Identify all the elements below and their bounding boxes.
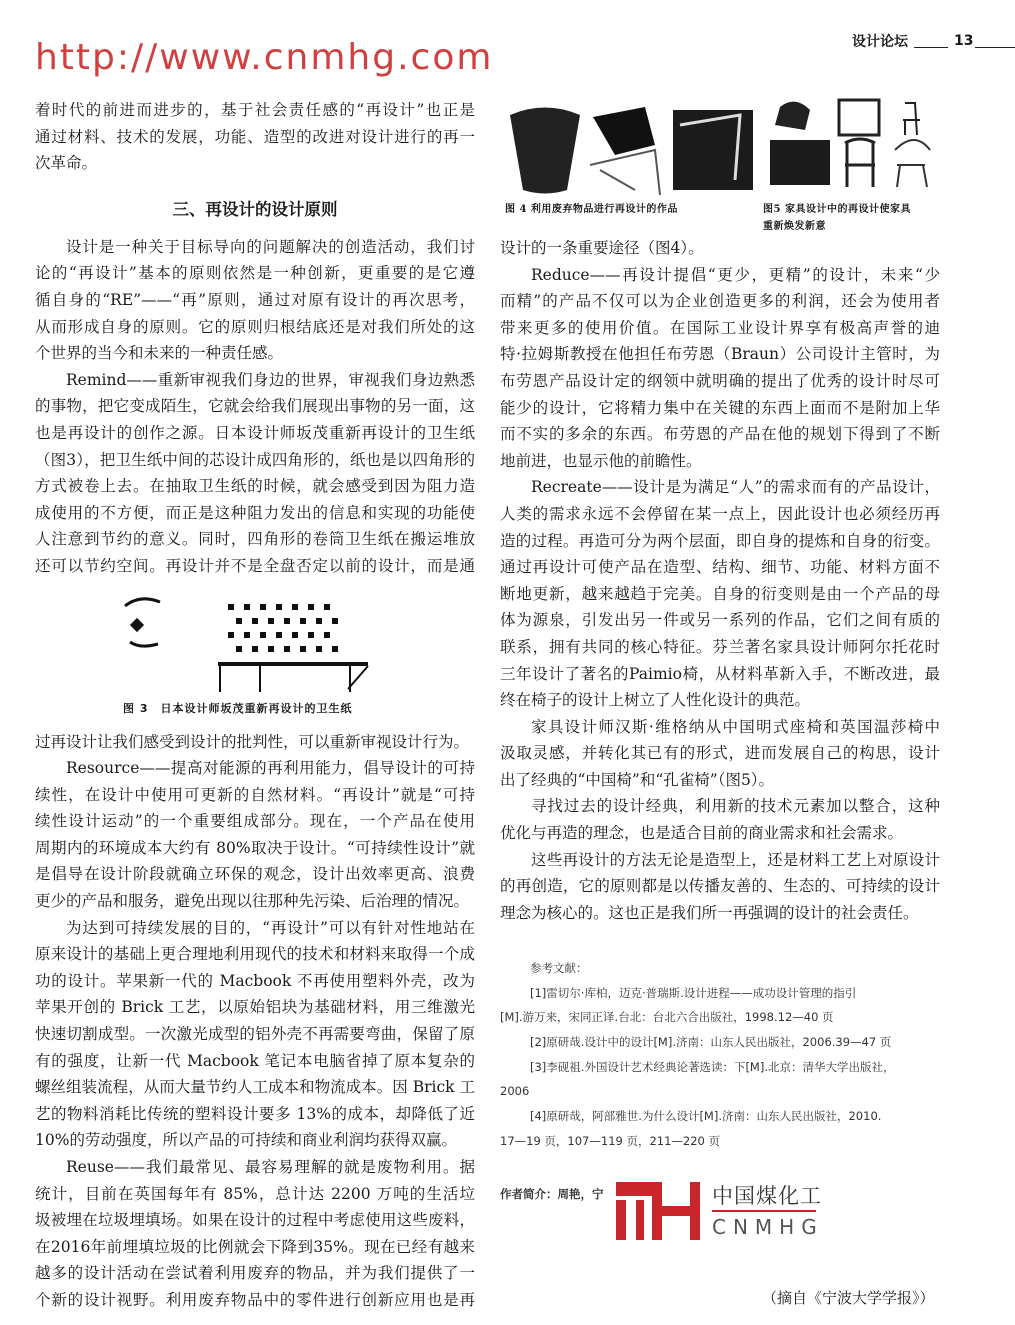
text-line: 的再创造，它的原则都是以传播友善的、生态的、可持续的设计 [500, 877, 940, 896]
text-line: 特·拉姆斯教授在他担任布劳恩（Braun）公司设计主管时，为 [500, 345, 940, 364]
text-line: 10%的劳动强度，所以产品的可持续和商业利润均获得双赢。 [35, 1131, 457, 1150]
text-line: 而不实的多余的东西。布劳恩的产品在他的规划下得到了不断 [500, 425, 940, 444]
section-title: 设计论坛 [852, 34, 908, 50]
text-line: 而精”的产品不仅可以为企业创造更多的利润，还会为使用者 [500, 292, 940, 311]
text-line: 原来设计的基础上更合理地利用现代的技术和材料来取得一个成 [35, 945, 475, 964]
text-line: 快速切割成型。一次激光成型的铝外壳不再需要弯曲，保留了原 [35, 1025, 475, 1044]
figure-3-image [120, 594, 370, 694]
text-line: 为达到可持续发展的目的，“再设计”可以有针对性地站在 [66, 918, 475, 937]
text-line: 的事物，把它变成陌生，它就会给我们展现出事物的另一面，这 [35, 397, 475, 416]
text-line: 苹果开创的 Brick 工艺，以原始铝块为基础材料，用三维激光 [35, 998, 475, 1017]
text-line: 地前进，也显示他的前瞻性。 [500, 451, 702, 470]
text-line: 有的强度，让新一代 Macbook 笔记本电脑省掉了原本复杂的 [35, 1051, 475, 1070]
text-line: 带来更多的使用价值。在国际工业设计界享有极高声誉的迪 [500, 318, 940, 337]
text-line: 是倡导在设计阶段就确立环保的观念，设计出效率更高、浪费 [35, 865, 475, 884]
text-line: 更少的产品和服务，避免出现以往那种先污染、后治理的情况。 [35, 892, 470, 911]
text-line: 家具设计师汉斯·维格纳从中国明式座椅和英国温莎椅中 [531, 717, 940, 736]
right-column [500, 235, 940, 926]
text-line: 圾被埋在垃圾埋填场。如果在设计的过程中考虑使用这些废料， [35, 1211, 475, 1230]
author-intro: 作者简介：周艳，宁 [500, 1187, 604, 1201]
text-line: 寻找过去的设计经典，利用新的技术元素加以整合，这种 [531, 797, 940, 816]
source-citation: （摘自《宁波大学学报》） [762, 1289, 935, 1307]
text-line: 也是再设计的创作之源。日本设计师坂茂重新再设计的卫生纸 [35, 423, 475, 442]
text-line: 汲取灵感，并转化其已有的形式，进而发展自己的构思，设计 [500, 744, 940, 763]
text-line: 通过材料、技术的发展，功能、造型的改进对设计进行的再一 [35, 127, 475, 146]
text-line: 三年设计了著名的Paimio椅，从材料革新入手，不断改进，最 [500, 664, 940, 683]
reference-line: [M].游万来，宋同正译.台北：台北六合出版社，1998.12—40 页 [500, 1010, 834, 1025]
mh-logo-mark [614, 1180, 706, 1242]
text-line: 理念为核心的。这也正是我们所一再强调的设计的社会责任。 [500, 903, 919, 922]
text-line: （图3），把卫生纸中间的芯设计成四角形的，纸也是以四角形的 [35, 450, 475, 469]
text-line: 造的过程。再造可分为两个层面，即自身的提炼和自身的衍变。 [500, 531, 940, 550]
text-line: 设计的一条重要途径（图4）。 [500, 239, 704, 257]
text-line: 能少的设计，它将精力集中在关键的东西上面而不是附加上华 [500, 398, 940, 417]
text-line: 个世界的当今和未来的一种责任感。 [35, 344, 284, 363]
text-line: 在2016年前埋填垃圾的比例就会下降到35%。现在已经有越来 [35, 1237, 475, 1256]
text-line: Resource——提高对能源的再利用能力，倡导设计的可持 [66, 759, 475, 778]
figure-3 [35, 580, 475, 729]
reference-line: [2]原研哉.设计中的设计[M].济南：山东人民出版社，2006.39—47 页 [530, 1035, 892, 1050]
text-line: 人注意到节约的意义。同时，四角形的卷筒卫生纸在搬运堆放 [35, 530, 475, 549]
header-rule-right [975, 47, 1015, 48]
reference-line: [3]李砚祖.外国设计艺术经典论著选读：下[M].北京：清华大学出版社， [530, 1059, 895, 1074]
text-line: 螺丝组装流程，从而大量节约人工成本和物流成本。因 Brick 工 [35, 1078, 475, 1097]
references-title: 参考文献： [530, 961, 588, 975]
text-line: 越多的设计活动在尝试着利用废弃的物品，并为我们提供了一 [35, 1264, 475, 1283]
page-number: 13 [954, 33, 974, 49]
text-line: 着时代的前进而进步的，基于社会责任感的“再设计”也正是 [35, 101, 475, 119]
references [500, 956, 940, 1154]
text-line: 联系，拥有共同的核心特征。芬兰著名家具设计师阿尔托花时 [500, 637, 940, 656]
figure-3-caption: 图 3 日本设计师坂茂重新再设计的卫生纸 [123, 701, 353, 715]
text-line: 个新的设计视野。利用废弃物品中的零件进行创新应用也是再 [35, 1290, 475, 1309]
text-line: 续性，在设计中使用可更新的自然材料。“再设计”就是“可持 [35, 785, 475, 804]
header-rule [914, 47, 948, 48]
text-line: 还可以节约空间。再设计并不是全盘否定以前的设计，而是通 [35, 556, 475, 575]
text-line: 通过再设计可使产品在造型、结构、细节、功能、材料方面不 [500, 558, 940, 577]
text-line: 终在椅子的设计上树立了人性化设计的典范。 [500, 691, 811, 710]
text-line: 续性设计运动”的一个重要组成部分。现在，一个产品在使用 [35, 812, 475, 831]
text-line: 体为源泉，引发出另一件或另一系列的作品，它们之间有质的 [500, 611, 940, 630]
text-line: 人类的需求永远不会停留在某一点上，因此设计也必须经历再 [500, 504, 940, 523]
text-line: Remind——重新审视我们身边的世界，审视我们身边熟悉 [66, 370, 475, 389]
figure-4-caption: 图 4 利用废弃物品进行再设计的作品 [505, 204, 678, 215]
text-line: 出了经典的“中国椅”和“孔雀椅”（图5）。 [500, 770, 775, 789]
text-line: 成使用的不方便，而正是这种阻力发出的信息和实现的功能使 [35, 503, 475, 522]
logo-english-text: CNMHG [712, 1215, 824, 1239]
text-line: 论的“再设计”基本的原则依然是一种创新，更重要的是它遵 [35, 264, 475, 283]
text-line: 过再设计让我们感受到设计的批判性，可以重新审视设计行为。 [35, 732, 470, 751]
watermark: http://www.cnmhg.com [35, 37, 494, 78]
text-line: 周期内的环境成本大约有 80%取决于设计。“可持续性设计”就 [35, 838, 475, 857]
text-line: 统计，目前在英国每年有 85%，总计达 2200 万吨的生活垃 [35, 1184, 475, 1203]
text-line: 艺的物料消耗比传统的塑料设计要多 13%的成本，却降低了近 [35, 1104, 475, 1123]
figure-5-image [765, 95, 935, 195]
text-line: 设计是一种关于目标导向的问题解决的创造活动，我们讨 [66, 237, 475, 256]
reference-line: 2006 [500, 1084, 530, 1099]
left-column [35, 97, 475, 1314]
running-header [852, 30, 1015, 52]
figure-5-caption-line-2: 重新焕发新意 [763, 221, 826, 232]
figure-5-caption-line-1: 图5 家具设计中的再设计使家具 [763, 204, 911, 215]
logo-chinese-text: 中国煤化工 [712, 1184, 822, 1208]
text-line: 次革命。 [35, 154, 98, 173]
figures-4-5 [505, 95, 945, 232]
text-line: 断地更新，越来越趋于完美。自身的衍变则是由一个产品的母 [500, 584, 940, 603]
logo-divider [712, 1210, 816, 1212]
text-line: 这些再设计的方法无论是造型上，还是材料工艺上对原设计 [531, 850, 940, 869]
text-line: Reduce——再设计提倡“更少，更精”的设计，未来“少 [531, 265, 940, 284]
text-line: Recreate——设计是为满足“人”的需求而有的产品设计， [531, 478, 940, 497]
text-line: 功的设计。苹果新一代的 Macbook 不再使用塑料外壳，改为 [35, 971, 475, 990]
section-heading: 三、再设计的设计原则 [172, 199, 338, 219]
text-line: 方式被卷上去。在抽取卫生纸的时候，就会感受到因为阻力造 [35, 477, 475, 496]
text-line: 优化与再造的理念，也是适合目前的商业需求和社会需求。 [500, 824, 904, 843]
text-line: 从而形成自身的原则。它的原则归根结底还是对我们所处的这 [35, 317, 475, 336]
text-line: 循自身的“RE”——“再”原则，通过对原有设计的再次思考， [35, 290, 475, 309]
reference-line: [1]雷切尔·库柏，迈克·普瑞斯.设计进程——成功设计管理的指引 [530, 985, 857, 1000]
cnmhg-logo [614, 1180, 824, 1242]
text-line: Reuse——我们最常见、最容易理解的就是废物利用。据 [66, 1158, 475, 1176]
reference-line: [4]原研哉，阿部雅世.为什么设计[M].济南：山东人民出版社，2010. [530, 1109, 882, 1124]
text-line: 布劳恩产品设计定的纲领中就明确的提出了优秀的设计时尽可 [500, 371, 940, 390]
reference-line: 17—19 页，107—119 页，211—220 页 [500, 1133, 721, 1148]
